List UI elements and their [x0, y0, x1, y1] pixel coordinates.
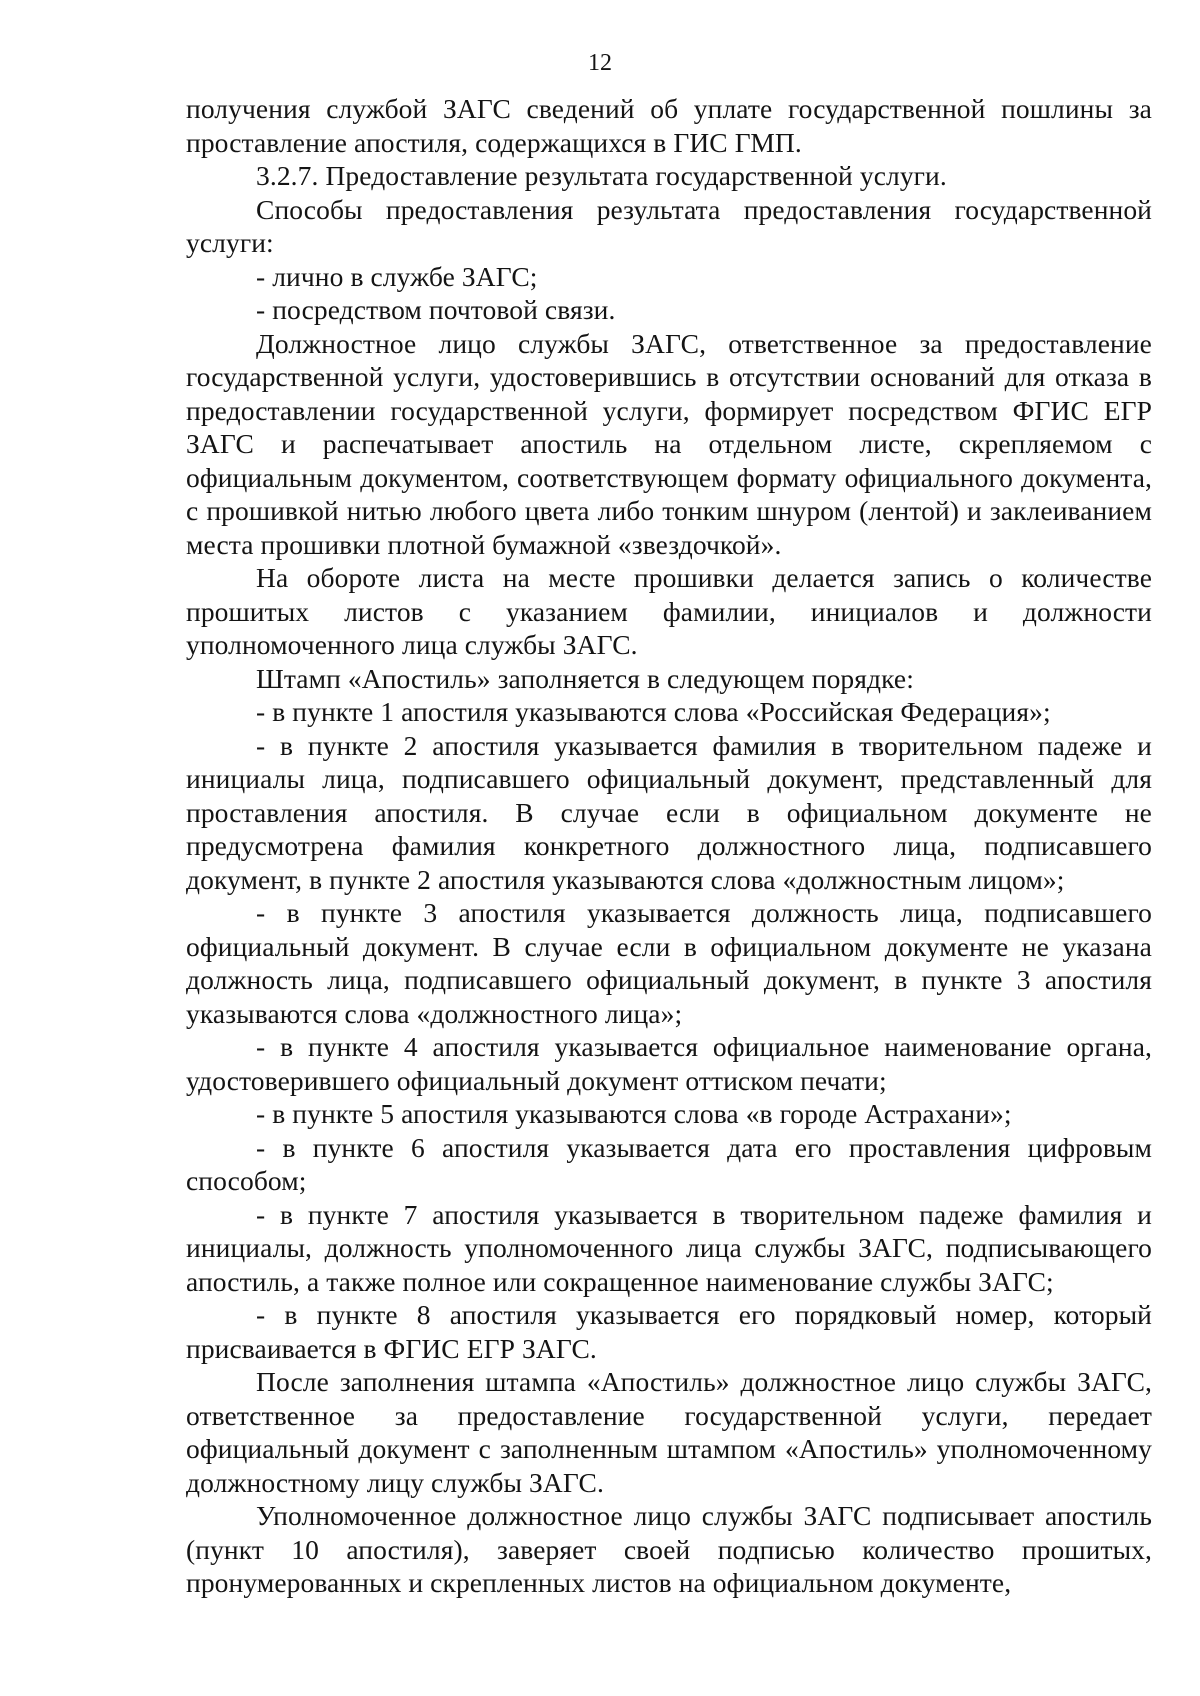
page-number: 12	[588, 50, 612, 76]
list-item-point-7: - в пункте 7 апостиля указывается в творительном падеже фамилия и инициалы, должность уполномоченного лица службы ЗАГС, подписывающего апостиль, а также полное или сокращенное наименование службы ЗАГС;	[186, 1198, 1152, 1297]
document-body	[186, 92, 1152, 1600]
list-item-point-4: - в пункте 4 апостиля указывается официальное наименование органа, удостоверившего официальный документ оттиском печати;	[186, 1031, 1152, 1096]
list-item-by-post: - посредством почтовой связи.	[256, 294, 616, 325]
list-item-point-3: - в пункте 3 апостиля указывается должность лица, подписавшего официальный документ. В случае если в официальном документе не указана должность лица, подписавшего официальный документ, в пункте 3 апостиля указываются слова «должностного лица»;	[186, 897, 1152, 1029]
paragraph-official-forms-apostille: Должностное лицо службы ЗАГС, ответственное за предоставление государственной услуги, удостоверившись в отсутствии оснований для отказа в предоставлении государственной услуги, формирует посредством ФГИС ЕГР ЗАГС и распечатывает апостиль на отдельном листе, скрепляемом с официальным документом, соответствующем формату официального документа, с прошивкой нитью любого цвета либо тонким шнуром (лентой) и заклеиванием места прошивки плотной бумажной «звездочкой».	[186, 327, 1152, 560]
paragraph-methods: Способы предоставления результата предоставления государственной услуги:	[186, 193, 1152, 258]
list-item-point-5: - в пункте 5 апостиля указываются слова «в городе Астрахани»;	[256, 1098, 1012, 1129]
paragraph-reverse-side: На обороте листа на месте прошивки делается запись о количестве прошитых листов с указанием фамилии, инициалов и должности уполномоченного лица службы ЗАГС.	[186, 562, 1152, 660]
paragraph-continuation: получения службой ЗАГС сведений об уплате государственной пошлины за проставление апостиля, содержащихся в ГИС ГМП.	[186, 93, 1152, 158]
section-heading-3-2-7: 3.2.7. Предоставление результата государственной услуги.	[256, 160, 947, 191]
paragraph-stamp-order: Штамп «Апостиль» заполняется в следующем порядке:	[256, 662, 914, 694]
list-item-point-6: - в пункте 6 апостиля указывается дата его проставления цифровым способом;	[186, 1131, 1152, 1196]
list-item-point-8: - в пункте 8 апостиля указывается его порядковый номер, который присваивается в ФГИС ЕГР ЗАГС.	[186, 1299, 1152, 1364]
paragraph-authorized-signs: Уполномоченное должностное лицо службы ЗАГС подписывает апостиль (пункт 10 апостиля), заверяет своей подписью количество прошитых, пронумерованных и скрепленных листов на официальном документе,	[186, 1500, 1152, 1598]
list-item-point-1: - в пункте 1 апостиля указываются слова «Российская Федерация»;	[256, 696, 1051, 727]
list-item-in-person: - лично в службе ЗАГС;	[256, 260, 538, 292]
list-item-point-2: - в пункте 2 апостиля указывается фамилия в творительном падеже и инициалы лица, подписавшего официальный документ, представленный для проставления апостиля. В случае если в официальном документе не предусмотрена фамилия конкретного должностного лица, подписавшего документ, в пункте 2 апостиля указываются слова «должностным лицом»;	[186, 729, 1152, 895]
paragraph-after-filling: После заполнения штампа «Апостиль» должностное лицо службы ЗАГС, ответственное за предоставление государственной услуги, передает официальный документ с заполненным штампом «Апостиль» уполномоченному должностному лицу службы ЗАГС.	[186, 1366, 1152, 1498]
